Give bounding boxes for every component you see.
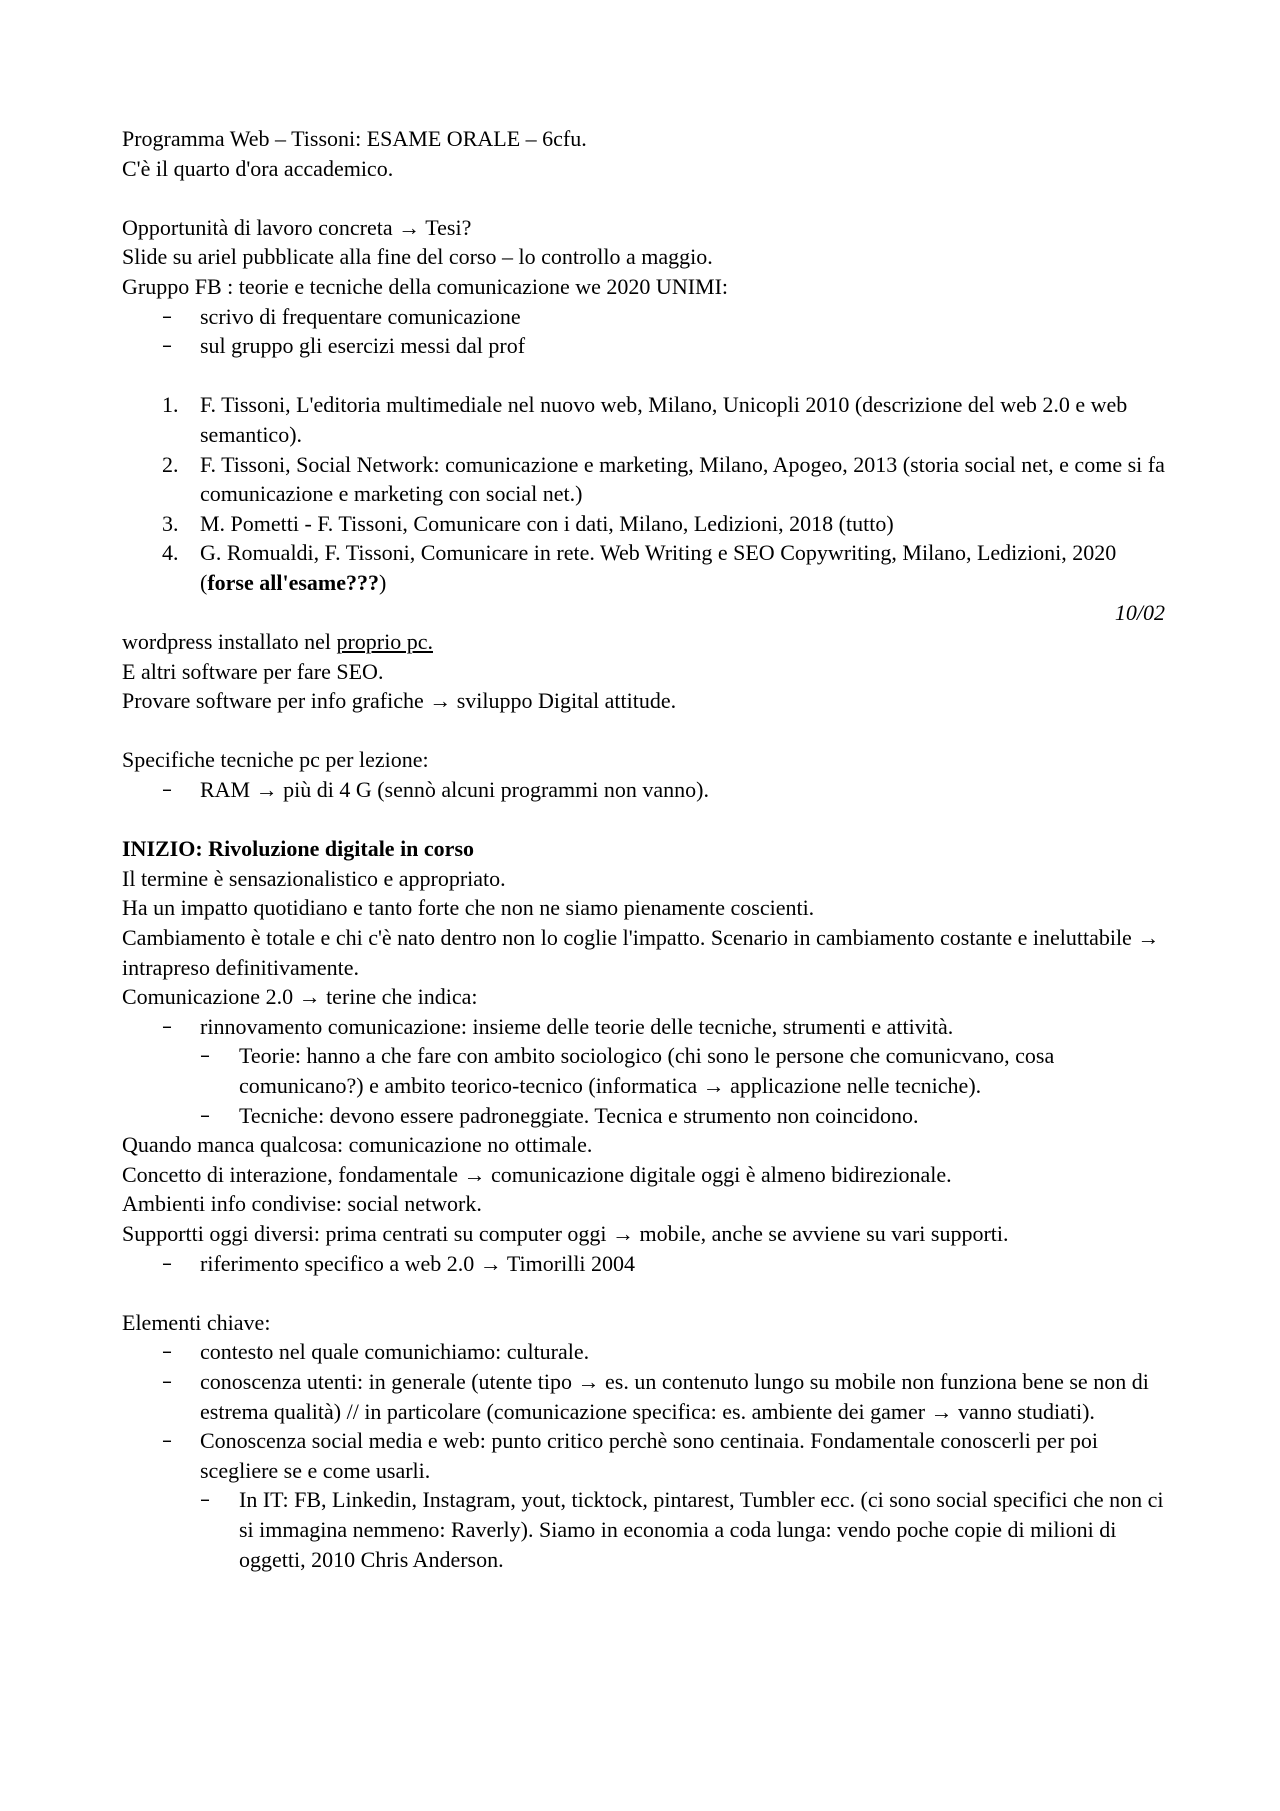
blank-line <box>122 183 1165 213</box>
blank-line <box>122 1278 1165 1308</box>
list-item: – contesto nel quale comunichiamo: culturale. <box>122 1337 1165 1367</box>
list-item: – scrivo di frequentare comunicazione <box>122 302 1165 332</box>
section-heading <box>122 834 1165 864</box>
body-line: Comunicazione 2.0 → terine che indica: <box>122 984 478 1010</box>
section-title: Elementi chiave: <box>122 1309 271 1335</box>
blank-line <box>122 716 1165 746</box>
intro-line: Opportunità di lavoro concreta → Tesi? <box>122 214 472 240</box>
list-item: – riferimento specifico a web 2.0 → Timorilli 2004 <box>122 1249 1165 1279</box>
software-line: E altri software per fare SEO. <box>122 658 384 684</box>
book-note-bold: forse all'esame??? <box>207 569 379 595</box>
list-item: – Conoscenza social media e web: punto critico perchè sono centinaia. Fondamentale conoscerli per poi scegliere se e come usarli. <box>122 1426 1165 1485</box>
intro-line: Gruppo FB : teorie e tecniche della comunicazione we 2020 UNIMI: <box>122 273 729 299</box>
body-line: Il termine è sensazionalistico e appropriato. <box>122 865 506 891</box>
software-text: wordpress installato nel <box>122 629 337 655</box>
blank-line <box>122 361 1165 391</box>
sub-list-item: – Tecniche: devono essere padroneggiate. Tecnica e strumento non coincidono. <box>122 1101 1165 1131</box>
bullet-list <box>122 1012 1165 1042</box>
list-item: – conoscenza utenti: in generale (utente tipo → es. un contenuto lungo su mobile non funziona bene se non di estrema qualità) // in particolare (comunicazione specifica: es. ambiente dei gamer → vanno studiati). <box>122 1367 1165 1426</box>
body-line: Cambiamento è totale e chi c'è nato dentro non lo coglie l'impatto. Scenario in cambiamento costante e ineluttabile → intrapreso definitivamente. <box>122 925 1160 980</box>
sub-list-item: – Teorie: hanno a che fare con ambito sociologico (chi sono le persone che comunicvano, cosa comunicano?) e ambito teorico-tecnico (informatica → applicazione nelle tecniche). <box>122 1041 1165 1100</box>
sub-bullet-list <box>122 1485 1165 1574</box>
key-elements-list <box>122 1337 1165 1485</box>
book-text-end: ) <box>379 569 387 595</box>
list-item: – rinnovamento comunicazione: insieme delle teorie delle tecniche, strumenti e attività. <box>122 1012 1165 1042</box>
intro-line: Slide su ariel pubblicate alla fine del corso – lo controllo a maggio. <box>122 244 713 270</box>
book-item <box>122 390 1165 449</box>
book-item <box>122 450 1165 509</box>
list-number: 1. <box>162 392 179 418</box>
lesson-date: 10/02 <box>1114 599 1165 625</box>
software-line <box>122 627 1165 657</box>
list-number: 4. <box>162 540 179 566</box>
body-line: Concetto di interazione, fondamentale → comunicazione digitale oggi è almeno bidirezionale. <box>122 1161 952 1187</box>
note-line: C'è il quarto d'ora accademico. <box>122 155 394 181</box>
bullet-list <box>122 1249 1165 1279</box>
body-line: Quando manca qualcosa: comunicazione no ottimale. <box>122 1132 593 1158</box>
sub-bullet-list <box>122 1041 1165 1130</box>
book-item <box>122 509 1165 539</box>
body-line: Ambienti info condivise: social network. <box>122 1191 482 1217</box>
software-line: Provare software per info grafiche → sviluppo Digital attitude. <box>122 688 677 714</box>
intro-bullet-list <box>122 302 1165 361</box>
book-text: G. Romualdi, F. Tissoni, Comunicare in rete. Web Writing e SEO Copywriting, Milano, Ledizioni, 2020 ( <box>200 540 1117 595</box>
list-number: 2. <box>162 451 179 477</box>
sub-list-item: – In IT: FB, Linkedin, Instagram, yout, ticktock, pintarest, Tumbler ecc. (ci sono social specifici che non ci si immagina nemmeno: Raverly). Siamo in economia a coda lunga: vendo poche copie di milioni di oggetti, 2010 Chris Anderson. <box>122 1485 1165 1574</box>
list-item: – RAM → più di 4 G (sennò alcuni programmi non vanno). <box>122 775 1165 805</box>
book-text: M. Pometti - F. Tissoni, Comunicare con i dati, Milano, Ledizioni, 2018 (tutto) <box>200 510 894 536</box>
list-number: 3. <box>162 510 179 536</box>
book-item <box>122 538 1165 597</box>
blank-line <box>122 805 1165 835</box>
heading-text: INIZIO: Rivoluzione digitale in corso <box>122 836 475 862</box>
book-text: F. Tissoni, Social Network: comunicazione e marketing, Milano, Apogeo, 2013 (storia social net, e come si fa comunicazione e marketing con social net.) <box>200 451 1165 507</box>
body-line: Ha un impatto quotidiano e tanto forte che non ne siamo pienamente coscienti. <box>122 895 815 921</box>
underlined-text: proprio pc. <box>336 629 433 655</box>
specs-title: Specifiche tecniche pc per lezione: <box>122 747 429 773</box>
body-line: Supportti oggi diversi: prima centrati su computer oggi → mobile, anche se avviene su vari supporti. <box>122 1220 1009 1246</box>
title-line: Programma Web – Tissoni: ESAME ORALE – 6cfu. <box>122 126 587 151</box>
book-text: F. Tissoni, L'editoria multimediale nel nuovo web, Milano, Unicopli 2010 (descrizione del web 2.0 e web semantico). <box>200 392 1128 447</box>
books-list <box>122 390 1165 597</box>
specs-list <box>122 775 1165 805</box>
list-item: – sul gruppo gli esercizi messi dal prof <box>122 331 1165 361</box>
